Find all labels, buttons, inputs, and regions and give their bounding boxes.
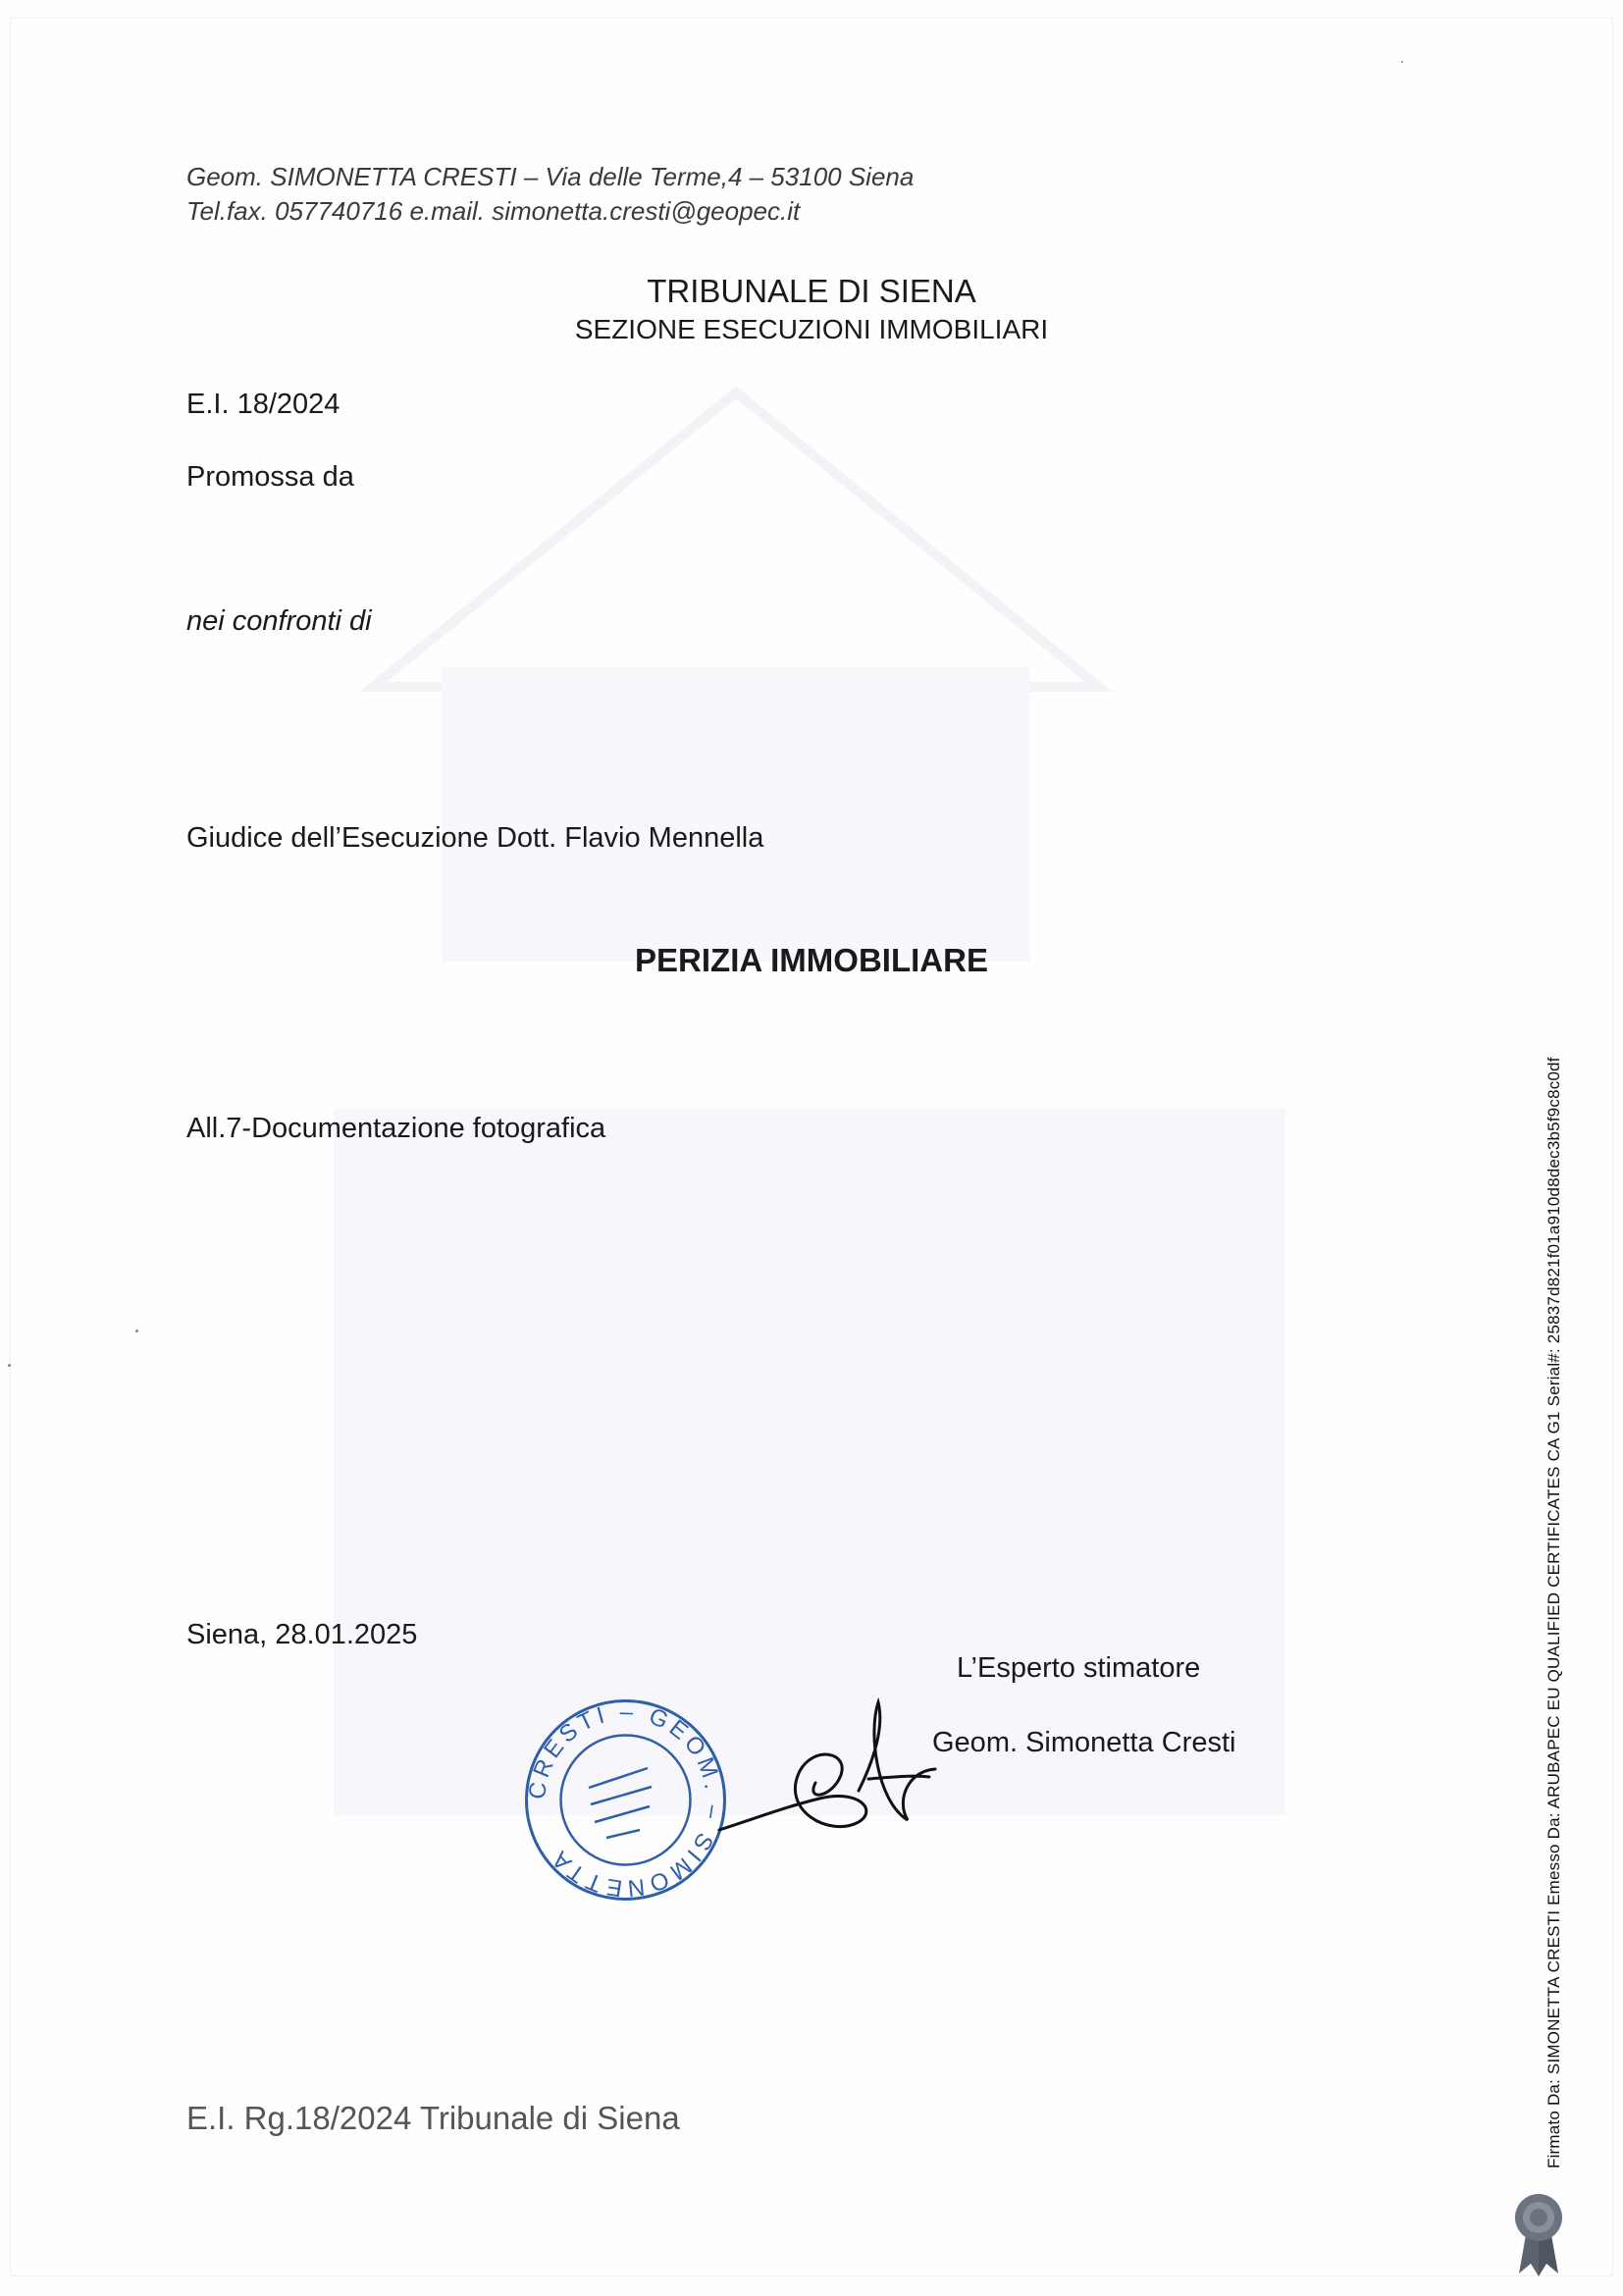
attachment-label: All.7-Documentazione fotografica: [186, 1113, 606, 1144]
document-heading: PERIZIA IMMOBILIARE: [635, 942, 988, 978]
case-number: E.I. 18/2024: [186, 389, 340, 420]
handwritten-signature: [711, 1693, 937, 1840]
page-footer: E.I. Rg.18/2024 Tribunale di Siena: [186, 2100, 680, 2136]
official-stamp: [520, 1695, 731, 1905]
scan-speck: [1401, 61, 1403, 63]
header-contacts: Tel.fax. 057740716 e.mail. simonetta.cresti@geopec.it: [186, 196, 801, 226]
place-date: Siena, 28.01.2025: [186, 1619, 418, 1650]
expert-name: Geom. Simonetta Cresti: [932, 1727, 1236, 1758]
court-section: SEZIONE ESECUZIONI IMMOBILIARI: [574, 314, 1049, 344]
expert-role: L’Esperto stimatore: [957, 1652, 1201, 1684]
court-title: TRIBUNALE DI SIENA: [647, 273, 976, 309]
confronti-label: nei confronti di: [186, 605, 372, 637]
background-watermark-logo: [294, 373, 1178, 1001]
certificate-seal-icon: [1509, 2190, 1568, 2278]
judge-line: Giudice dell’Esecuzione Dott. Flavio Mennella: [186, 822, 764, 854]
promossa-label: Promossa da: [186, 461, 354, 493]
header-address: Geom. SIMONETTA CRESTI – Via delle Terme,4 – 53100 Siena: [186, 162, 915, 191]
stamp-ring-text: CRESTI – GEOM. – SIMONETTA: [523, 1698, 727, 1903]
scan-speck: [135, 1330, 138, 1332]
scan-speck: [8, 1364, 11, 1367]
digital-signature-note: Firmato Da: SIMONETTA CRESTI Emesso Da: ARUBAPEC EU QUALIFIED CERTIFICATES CA G1 Serial#: 25837d821f01a910d8dec3b5f9c8c0df: [1544, 1057, 1563, 2168]
